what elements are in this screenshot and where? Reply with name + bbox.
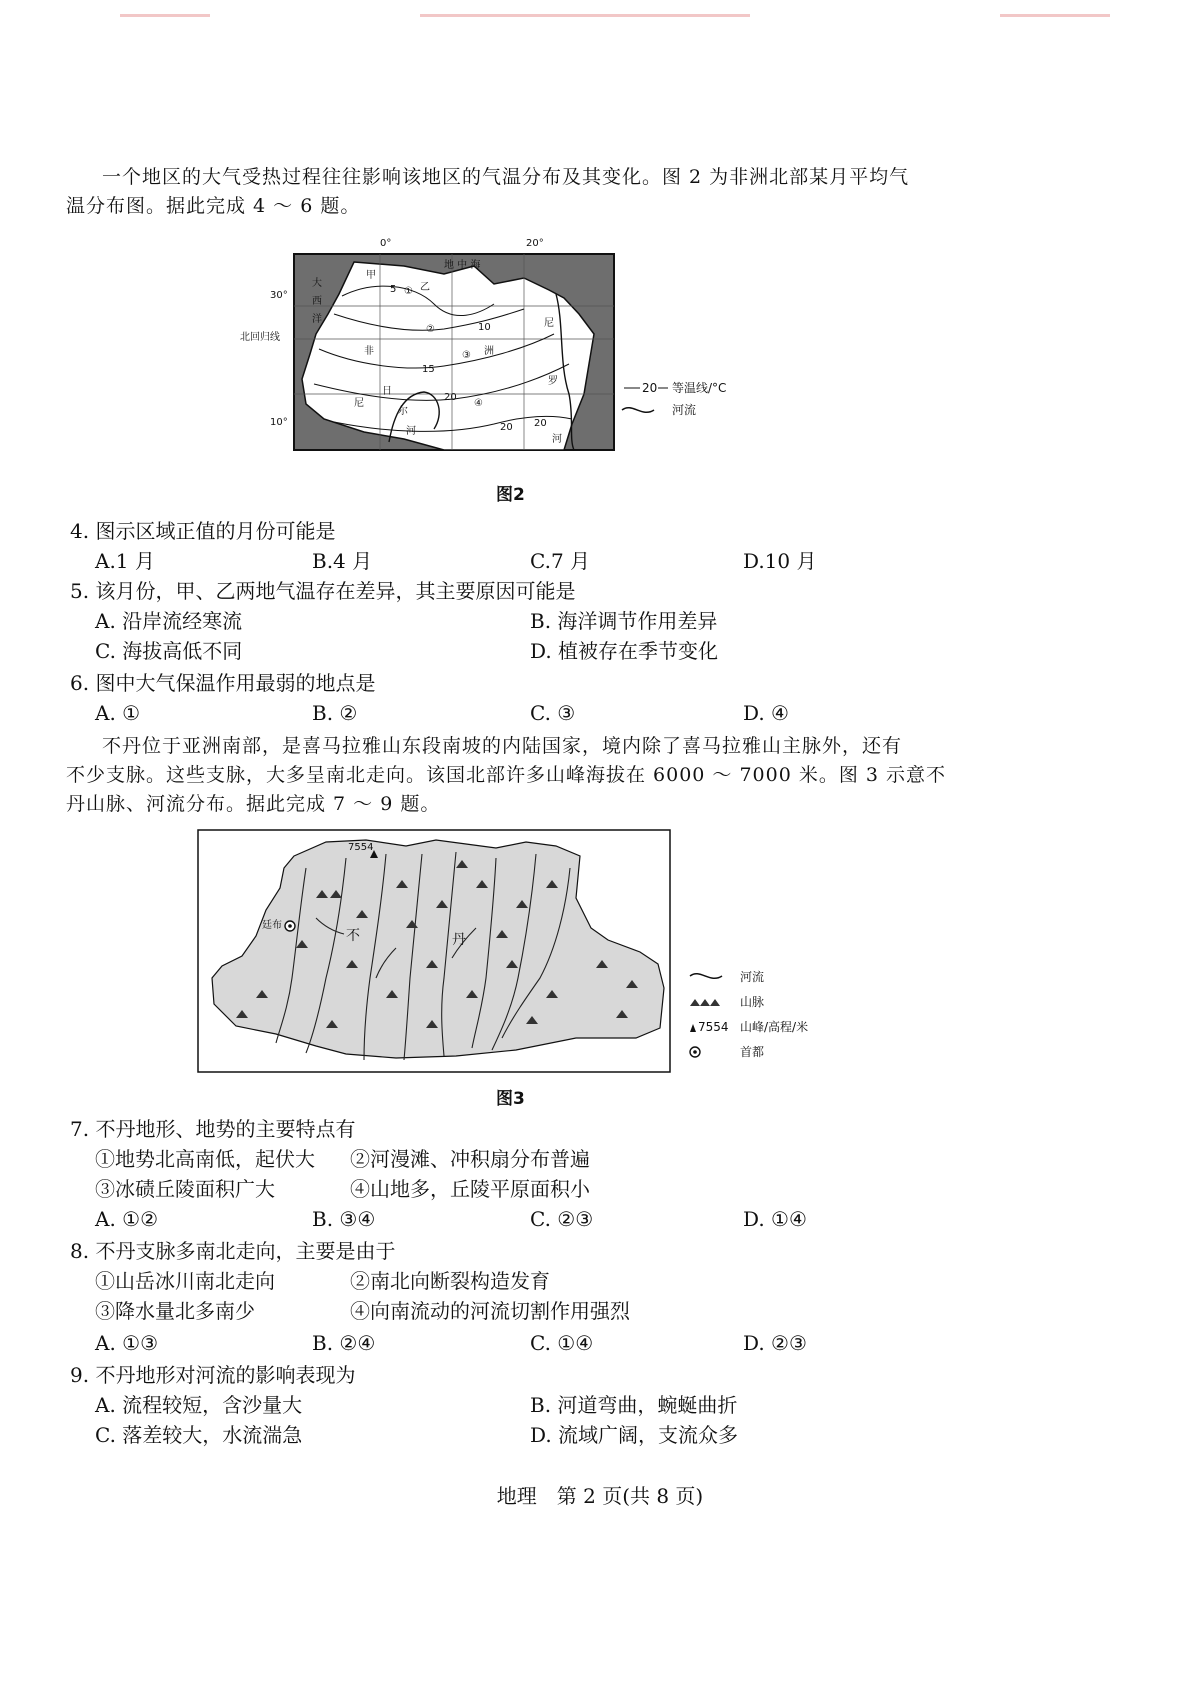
q4-stem: 4. 图示区域正值的月份可能是 [70, 519, 336, 543]
scan-mark [120, 14, 210, 17]
q7-item-2: ②河漫滩、冲积扇分布普遍 [350, 1147, 590, 1171]
lon-label-20: 20° [526, 238, 544, 249]
lon-label-0: 0° [380, 238, 392, 249]
fig2-legend [622, 380, 726, 417]
scan-mark [1000, 14, 1110, 17]
q4-option-c[interactable]: C.7 月 [530, 549, 591, 573]
fig3-legend [690, 969, 808, 1059]
figure-3-map [196, 828, 836, 1078]
legend-capital-label: 首都 [740, 1045, 765, 1059]
q7-stem: 7. 不丹地形、地势的主要特点有 [70, 1117, 356, 1141]
label-niger-1: 尼 [354, 398, 364, 409]
page-footer: 地理 第 2 页(共 8 页) [496, 1484, 704, 1508]
intro-paragraph-1 [66, 163, 966, 221]
peak-label: 7554 [348, 842, 374, 853]
q9-option-c[interactable]: C. 落差较大，水流湍急 [95, 1423, 303, 1447]
q5-option-b[interactable]: B. 海洋调节作用差异 [530, 609, 718, 633]
land-area [302, 262, 594, 450]
q7-option-d[interactable]: D. ①④ [743, 1207, 807, 1231]
intro-2-line-3: 丹山脉、河流分布。据此完成 7 ～ 9 题。 [66, 793, 441, 815]
scan-mark [420, 14, 750, 17]
label-atlantic-3: 洋 [312, 314, 322, 325]
q7-item-3: ③冰碛丘陵面积广大 [95, 1177, 275, 1201]
label-africa-2: 洲 [484, 346, 494, 357]
label-p3: ③ [462, 350, 471, 361]
legend-capital-icon-dot [693, 1050, 697, 1054]
figure-3-caption: 图3 [496, 1089, 525, 1109]
figure-2-map [240, 232, 740, 472]
intro-paragraph-2 [66, 732, 966, 819]
legend-isotherm-label: 等温线/°C [672, 381, 727, 395]
q5-option-d[interactable]: D. 植被存在季节变化 [530, 639, 719, 663]
intro-1-line-1: 一个地区的大气受热过程往往影响该地区的气温分布及其变化。图 2 为非洲北部某月平均气 [102, 166, 910, 188]
q8-option-d[interactable]: D. ②③ [743, 1331, 807, 1355]
label-jia: 甲 [366, 270, 376, 281]
map-frame [294, 254, 614, 450]
isotherm-value: 20 [534, 418, 547, 429]
intro-2-line-2: 不少支脉。这些支脉，大多呈南北走向。该国北部许多山峰海拔在 6000 ～ 7000 米。图 3 示意不 [66, 764, 947, 786]
figure-2-caption: 图2 [496, 485, 525, 505]
intro-1-line-2: 温分布图。据此完成 4 ～ 6 题。 [66, 195, 361, 217]
intro-2-line-1: 不丹位于亚洲南部，是喜马拉雅山东段南坡的内陆国家，境内除了喜马拉雅山主脉外，还有 [102, 735, 903, 757]
label-africa-1: 非 [364, 346, 374, 357]
label-atlantic-1: 大 [312, 278, 322, 289]
country-label-2: 丹 [452, 932, 466, 948]
legend-river-icon [690, 974, 722, 979]
legend-river-icon [622, 408, 654, 413]
q8-option-b[interactable]: B. ②④ [312, 1331, 376, 1355]
q8-option-c[interactable]: C. ①④ [530, 1331, 594, 1355]
label-mediterranean: 地 中 海 [444, 260, 481, 271]
q8-item-2: ②南北向断裂构造发育 [350, 1269, 550, 1293]
q8-item-4: ④向南流动的河流切割作用强烈 [350, 1299, 630, 1323]
isotherm-value: 10 [478, 322, 491, 333]
isotherm-value: 5 [390, 284, 397, 295]
q7-option-a[interactable]: A. ①② [95, 1207, 159, 1231]
q7-item-1: ①地势北高南低，起伏大 [95, 1147, 315, 1171]
q7-option-c[interactable]: C. ②③ [530, 1207, 594, 1231]
q7-item-4: ④山地多，丘陵平原面积小 [350, 1177, 590, 1201]
tropic-label: 北回归线 [240, 332, 280, 343]
legend-isotherm-value: 20 [642, 381, 658, 395]
q6-option-c[interactable]: C. ③ [530, 701, 576, 725]
label-yi: 乙 [420, 282, 430, 293]
q5-stem: 5. 该月份，甲、乙两地气温存在差异，其主要原因可能是 [70, 579, 576, 603]
q9-stem: 9. 不丹地形对河流的影响表现为 [70, 1363, 356, 1387]
legend-peak-value: 7554 [698, 1020, 729, 1034]
label-nile-3: 河 [552, 434, 562, 445]
q9-option-a[interactable]: A. 流程较短，含沙量大 [95, 1393, 303, 1417]
q6-stem: 6. 图中大气保温作用最弱的地点是 [70, 671, 376, 695]
legend-river-label: 河流 [740, 970, 765, 984]
q8-stem: 8. 不丹支脉多南北走向，主要是由于 [70, 1239, 396, 1263]
capital-marker-dot [288, 924, 292, 928]
q9-option-b[interactable]: B. 河道弯曲，蜿蜒曲折 [530, 1393, 738, 1417]
q8-option-a[interactable]: A. ①③ [95, 1331, 159, 1355]
capital-label: 廷布 [262, 920, 282, 931]
lat-label-10: 10° [270, 417, 288, 428]
label-niger-3: 尔 [398, 406, 408, 417]
label-atlantic-2: 西 [312, 296, 322, 307]
label-niger-4: 河 [406, 426, 416, 437]
q5-option-a[interactable]: A. 沿岸流经寒流 [95, 609, 243, 633]
q8-item-3: ③降水量北多南少 [95, 1299, 255, 1323]
q9-option-d[interactable]: D. 流域广阔，支流众多 [530, 1423, 739, 1447]
legend-mountain-label: 山脉 [740, 995, 765, 1009]
legend-river-label: 河流 [672, 403, 697, 417]
lat-label-30: 30° [270, 290, 288, 301]
isotherm-value: 20 [500, 422, 513, 433]
country-label-1: 不 [346, 928, 360, 944]
q6-option-d[interactable]: D. ④ [743, 701, 789, 725]
label-niger-2: 日 [382, 386, 392, 397]
q7-option-b[interactable]: B. ③④ [312, 1207, 376, 1231]
q4-option-a[interactable]: A.1 月 [95, 549, 155, 573]
label-nile-1: 尼 [544, 318, 554, 329]
label-p1: ① [404, 286, 413, 297]
q6-option-b[interactable]: B. ② [312, 701, 358, 725]
q4-option-d[interactable]: D.10 月 [743, 549, 817, 573]
q4-option-b[interactable]: B.4 月 [312, 549, 373, 573]
label-p2: ② [426, 324, 435, 335]
isotherm-value: 15 [422, 364, 435, 375]
label-nile-2: 罗 [548, 376, 558, 387]
q5-option-c[interactable]: C. 海拔高低不同 [95, 639, 243, 663]
q8-item-1: ①山岳冰川南北走向 [95, 1269, 275, 1293]
legend-peak-label: 山峰/高程/米 [740, 1020, 809, 1034]
isotherm-value: 20 [444, 392, 457, 403]
q6-option-a[interactable]: A. ① [95, 701, 141, 725]
legend-mountain-icon [690, 999, 720, 1006]
label-p4: ④ [474, 398, 483, 409]
legend-peak-icon [690, 1024, 696, 1032]
